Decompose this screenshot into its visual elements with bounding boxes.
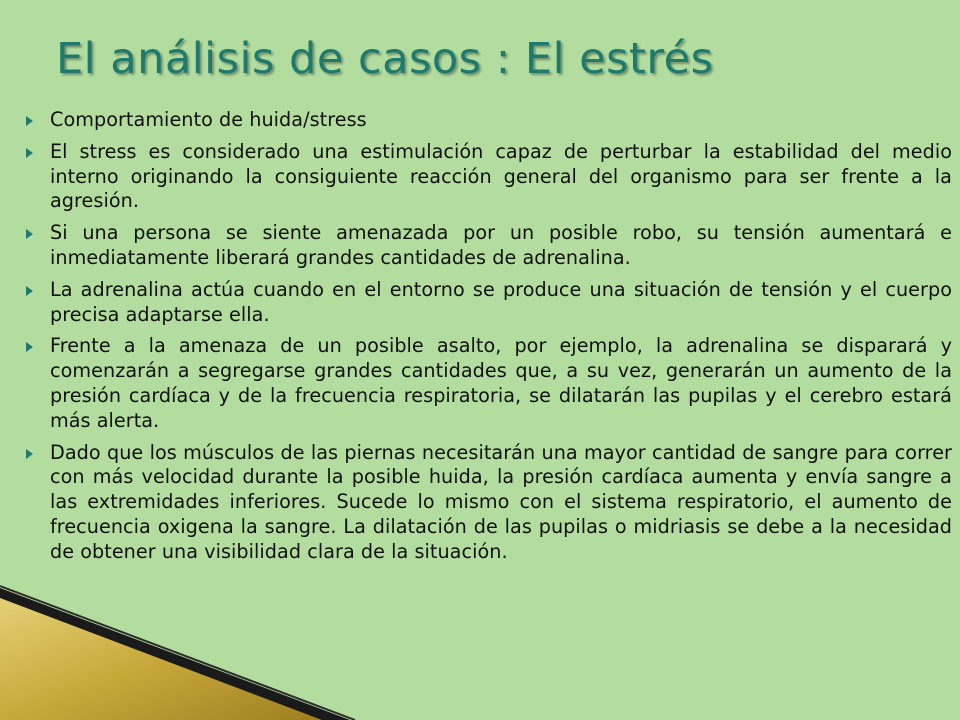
- bullet-text: Frente a la amenaza de un posible asalto, por ejemplo, la adrenalina se disparará y comenzarán a segregarse grandes cantidades que, a su vez, generarán un aumento de la presión cardíaca y de la frecuencia respiratoria, se dilatarán las pupilas y el cerebro estará más alerta.: [50, 334, 952, 432]
- triangle-arrow-icon: [26, 229, 33, 239]
- bullet-item: [26, 108, 952, 133]
- bullet-item: [26, 278, 952, 328]
- triangle-arrow-icon: [26, 342, 33, 352]
- bullet-text: El stress es considerado una estimulación capaz de perturbar la estabilidad del medio interno originando la consiguiente reacción general del organismo para ser frente a la agresión.: [50, 139, 952, 213]
- page-title: El análisis de casos : El estrés: [56, 34, 714, 84]
- bullet-item: [26, 221, 952, 271]
- bullet-list: [26, 108, 952, 572]
- dark-corner-stripe: [0, 588, 350, 720]
- gold-corner-shape: [0, 590, 340, 720]
- corner-accent-line: [0, 586, 355, 720]
- triangle-arrow-icon: [26, 286, 33, 296]
- bullet-item: [26, 140, 952, 214]
- bullet-item: [26, 334, 952, 433]
- triangle-arrow-icon: [26, 116, 33, 126]
- bullet-item: [26, 441, 952, 565]
- triangle-arrow-icon: [26, 148, 33, 158]
- bullet-text: Si una persona se siente amenazada por un posible robo, su tensión aumentará e inmediatamente liberará grandes cantidades de adrenalina.: [50, 221, 952, 269]
- bullet-text: Comportamiento de huida/stress: [50, 108, 367, 131]
- bullet-text: Dado que los músculos de las piernas necesitarán una mayor cantidad de sangre para correr con más velocidad durante la posible huida, la presión cardíaca aumenta y envía sangre a las extremidades inferiores. Sucede lo mismo con el sistema respiratorio, el aumento de frecuencia oxigena la sangre. La dilatación de las pupilas o midriasis se debe a la necesidad de obtener una visibilidad clara de la situación.: [50, 440, 952, 563]
- triangle-arrow-icon: [26, 449, 33, 459]
- bullet-text: La adrenalina actúa cuando en el entorno se produce una situación de tensión y el cuerpo precisa adaptarse ella.: [50, 277, 952, 326]
